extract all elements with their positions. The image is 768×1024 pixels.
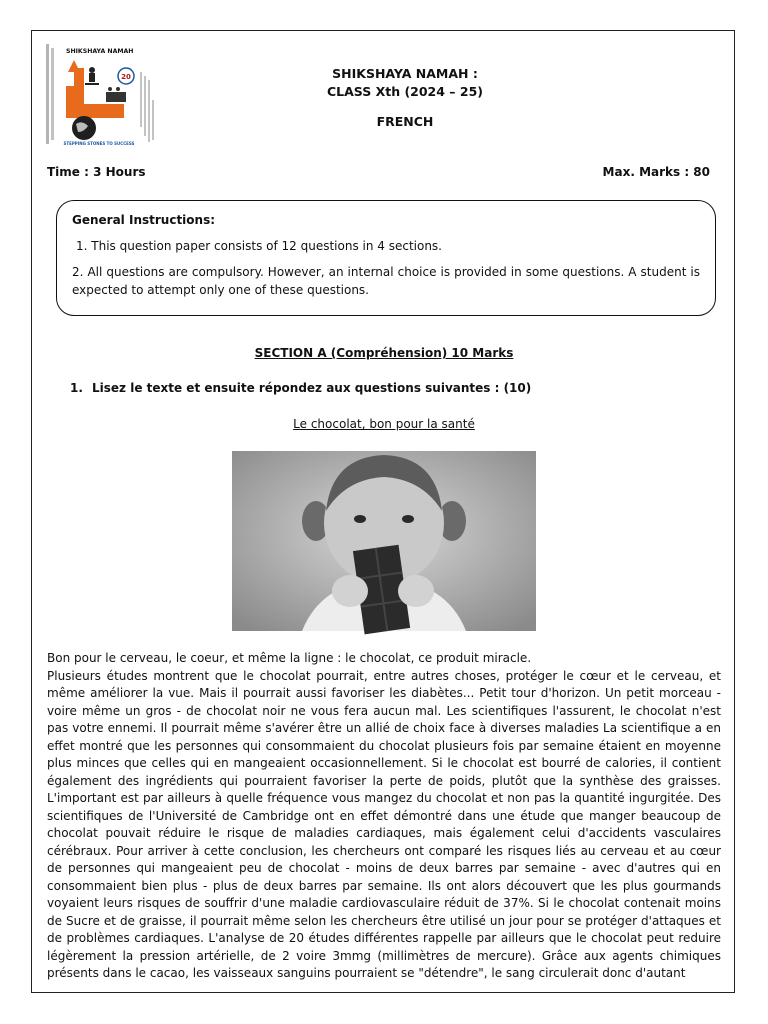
question-1 — [70, 381, 531, 395]
comprehension-passage — [47, 650, 721, 980]
question-number: 1. — [70, 381, 83, 395]
logo-tagline: STEPPING STONES TO SUCCESS — [63, 141, 135, 146]
section-a-title: SECTION A (Compréhension) 10 Marks — [254, 346, 514, 360]
exam-header — [300, 65, 510, 131]
header-school-name: SHIKSHAYA NAMAH : — [332, 66, 478, 81]
question-text: Lisez le texte et ensuite répondez aux questions suivantes : (10) — [92, 381, 532, 395]
article-title: Le chocolat, bon pour la santé — [293, 417, 475, 431]
header-class: CLASS Xth (2024 – 25) — [326, 84, 484, 99]
general-instructions-box — [56, 200, 716, 316]
instructions-title: General Instructions: — [72, 213, 216, 227]
instruction-item: 2. All questions are compulsory. However, an internal choice is provided in some questions. A student is expected to attempt only one of these questions. — [72, 265, 700, 297]
max-marks: Max. Marks : 80 — [602, 165, 710, 179]
instruction-item: 1. This question paper consists of 12 questions in 4 sections. — [76, 239, 442, 253]
school-logo — [44, 42, 159, 150]
logo-brand-text: SHIKSHAYA NAMAH — [66, 48, 134, 55]
passage-paragraph: Plusieurs études montrent que le chocolat pourrait, entre autres choses, protéger le cœur et le cerveau, et même améliorer la vue. Mais il pourrait aussi favoriser les diabètes... Petit tour d'horizon. Un petit morceau - voire même un gros - de chocolat noir ne vous fera aucun mal. Les scientifiques l'assurent, le chocolat n'est pas votre ennemi. Il pourrait même s'avérer être un allié de choix face à diverses maladies La scientifique a en effet montré que les personnes qui consommaient du chocolat plusieurs fois par semaine étaient en moyenne plus minces que celles qui en mangeaient occasionnellement. Si le chocolat est bourré de calories, il contient également des ingrédients qui pourraient favoriser la perte de poids, plutôt que la synthèse des graisses. L'important est par ailleurs à quelle fréquence vous mangez du chocolat et non pas la quantité ingurgitée. Des scientifiques de l'Université de Cambridge ont en effet démontré dans une étude que manger beaucoup de chocolat pouvait réduire le risque de maladies cardiaques, mais également celui d'accidents vasculaires cérébraux. Pour arriver à cette conclusion, les chercheurs ont comparé les risques liés au cerveau et au cœur de personnes qui mangeaient peu de chocolat - moins de deux barres par semaine - avec d'autres qui en consommaient bien plus - plus de deux barres par semaine. Ils ont alors découvert que les plus gourmands voyaient leurs risques de souffrir d'une maladie cardiovasculaire réduit de 37%. Si le chocolat contenait moins de Sucre et de graisse, il pourrait même selon les chercheurs être utilisé un jour pour se protéger d'attaques et de problèmes cardiaques. L'analyse de 20 études différentes rappelle par ailleurs que le chocolat peut reduire légèrement la pression artérielle, de 2 voire 3mmg (millimètres de mercure). Grâce aux agents chimiques présents dans le cacao, les vaisseaux sanguins pourraient se "détendre", le sang circulerait donc d'autant — [47, 668, 721, 980]
header-subject: FRENCH — [376, 114, 434, 129]
logo-year-badge: 20 — [121, 73, 131, 81]
child-eating-chocolate-photo — [232, 451, 536, 631]
time-allowed: Time : 3 Hours — [47, 165, 146, 179]
passage-lead: Bon pour le cerveau, le coeur, et même la ligne : le chocolat, ce produit miracle. — [47, 651, 532, 665]
